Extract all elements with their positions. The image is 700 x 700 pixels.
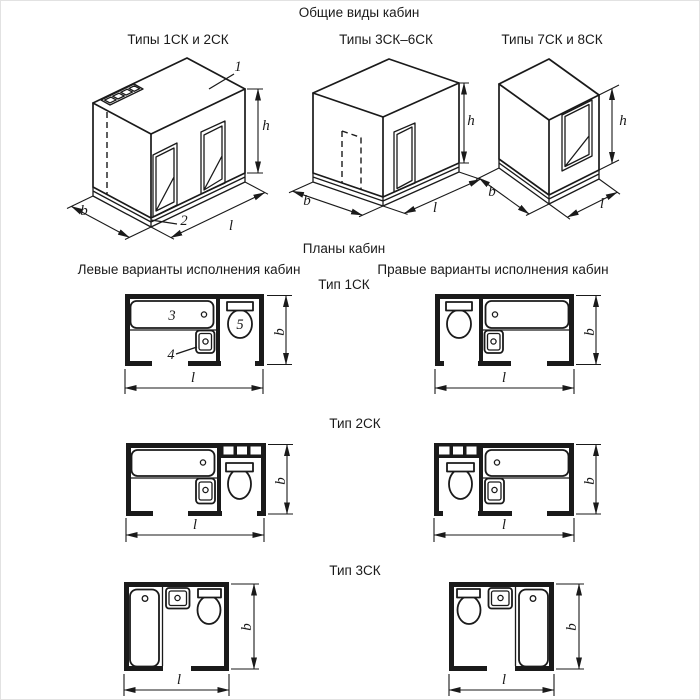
dim-label-h: h <box>619 113 627 129</box>
dim-label-l: l <box>501 517 507 533</box>
dim-label-l: l <box>228 218 234 234</box>
dim-ext-h <box>247 89 263 173</box>
title-plans: Планы кабин <box>302 241 386 256</box>
callout-1: 1 <box>234 59 242 75</box>
dim-label-h: h <box>262 118 270 134</box>
dim-label-l: l <box>599 196 605 212</box>
dim-label-b: b <box>488 184 496 200</box>
plan-3sk-left <box>124 582 229 671</box>
cabin-roof <box>313 59 459 117</box>
dim-label-l: l <box>176 672 182 688</box>
dim-label-b: b <box>273 477 289 485</box>
plan-row-label-2sk: Тип 2СК <box>329 416 381 431</box>
dim-label-b: b <box>582 328 598 336</box>
dim-ext-h <box>599 85 619 170</box>
dim-label-l: l <box>192 517 198 533</box>
dim-label-b: b <box>564 623 580 631</box>
dim-label-b: b <box>80 203 88 219</box>
callout-2: 2 <box>180 213 188 229</box>
door-front <box>394 123 415 192</box>
dim-label-h: h <box>467 113 475 129</box>
dim-label-b: b <box>303 193 311 209</box>
dim-line-l <box>567 192 617 217</box>
cabin-roof <box>499 59 599 120</box>
plan-row-1sk <box>125 294 601 394</box>
base-slab <box>313 163 459 206</box>
plan-row-label-3sk: Тип 3СК <box>329 563 381 578</box>
iso-label-types-1-2: Типы 1СК и 2СК <box>127 32 229 47</box>
title-general-views: Общие виды кабин <box>298 5 420 20</box>
callout-5: 5 <box>236 317 244 333</box>
header-left-variants: Левые варианты исполнения кабин <box>77 262 301 277</box>
cabin-drawing <box>1 1 700 700</box>
callout-3: 3 <box>168 308 176 324</box>
iso-view-1 <box>67 58 270 240</box>
dim-line-l <box>404 179 480 213</box>
plan-row-label-1sk: Тип 1СК <box>318 277 370 292</box>
dim-label-l: l <box>190 370 196 386</box>
door-left <box>153 143 177 217</box>
plan-row-3sk <box>124 582 584 696</box>
door-right <box>201 121 225 194</box>
dim-label-b: b <box>582 477 598 485</box>
callout-4: 4 <box>167 347 175 363</box>
dim-label-l: l <box>432 200 438 216</box>
iso-label-types-3-6: Типы 3СК–6СК <box>339 32 433 47</box>
plan-3sk-right <box>449 582 554 671</box>
iso-label-types-7-8: Типы 7СК и 8СК <box>501 32 603 47</box>
callout-leader-4 <box>176 347 197 354</box>
dim-label-l: l <box>501 672 507 688</box>
iso-view-3 <box>476 59 627 219</box>
dim-label-b: b <box>239 623 255 631</box>
hidden-door <box>342 131 361 190</box>
iso-view-2 <box>289 59 484 217</box>
dim-label-l: l <box>501 370 507 386</box>
plan-2sk-left <box>126 443 266 516</box>
plan-row-2sk <box>126 443 601 542</box>
dim-label-b: b <box>272 328 288 336</box>
header-right-variants: Правые варианты исполнения кабин <box>377 262 609 277</box>
plan-2sk-right <box>434 443 574 516</box>
plan-1sk-right <box>435 294 574 366</box>
